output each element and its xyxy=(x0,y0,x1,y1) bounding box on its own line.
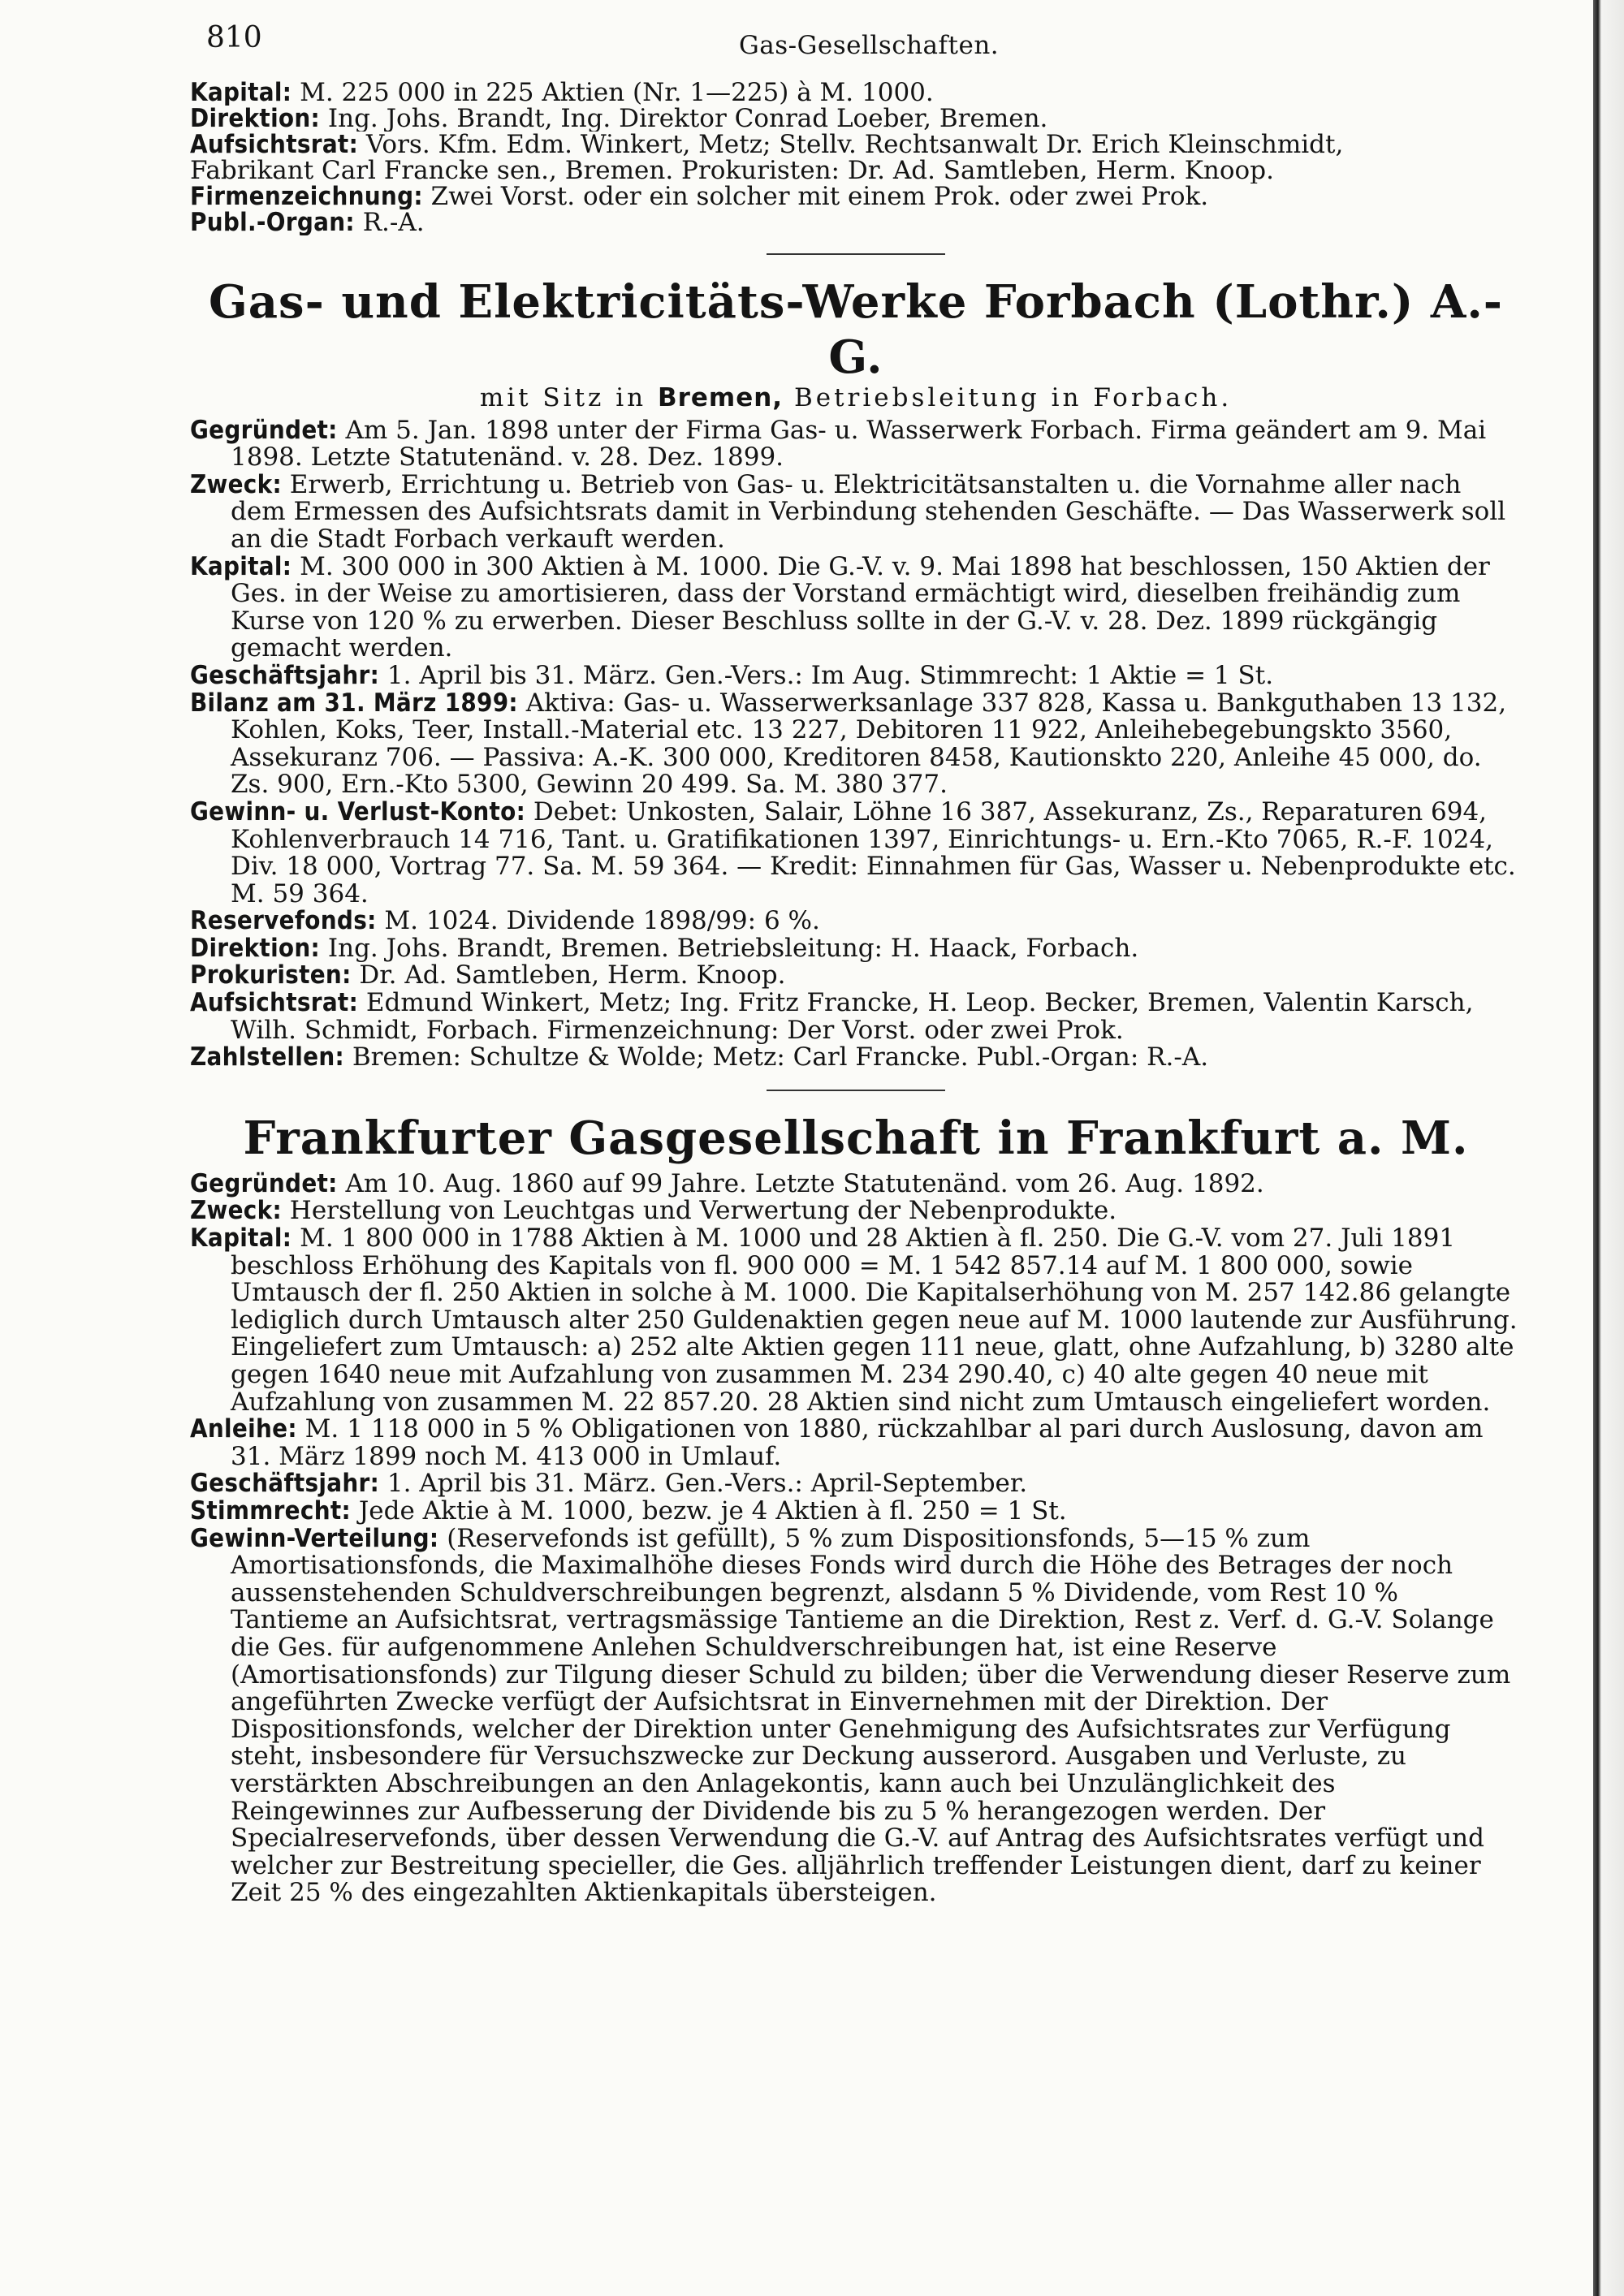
entry-geschaeftsjahr: Geschäftsjahr: 1. April bis 31. März. Gen.-Vers.: Im Aug. Stimmrecht: 1 Aktie = 1 St. xyxy=(190,662,1274,690)
entry-zweck: Zweck: Erwerb, Errichtung u. Betrieb von Gas- u. Elektricitätsanstalten u. die Vornahme aller nach dem Ermessen des Aufsichtsrats damit in Verbindung stehenden Geschäfte. — Das Wasserwerk soll an die Stadt Forbach verkauft werden. xyxy=(190,471,1506,554)
company-entries xyxy=(190,1171,1522,1907)
entry-kapital: Kapital: M. 300 000 in 300 Aktien à M. 1000. Die G.-V. v. 9. Mai 1898 hat beschlossen, 150 Aktien der Ges. in der Weise zu amortisieren, dass der Vorstand ermächtigt wird, dieselben freihändig zum Kurse von 120 % zu erwerben. Dieser Beschluss sollte in der G.-V. v. 28. Dez. 1899 rückgängig gemacht werden. xyxy=(190,553,1490,662)
company-entries xyxy=(190,417,1522,1072)
entry-direktion: Direktion: Ing. Johs. Brandt, Bremen. Betriebsleitung: H. Haack, Forbach. xyxy=(190,934,1139,963)
entry-aufsichtsrat: Aufsichtsrat: Edmund Winkert, Metz; Ing. Fritz Francke, H. Leop. Becker, Bremen, Valentin Karsch, Wilh. Schmidt, Forbach. Firmenzeichnung: Der Vorst. oder zwei Prok. xyxy=(190,990,1474,1045)
entry-aufsichtsrat: Aufsichtsrat: Vors. Kfm. Edm. Winkert, Metz; Stellv. Rechtsanwalt Dr. Erich Kleinschmidt, Fabrikant Carl Francke sen., Bremen. Prokuristen: Dr. Ad. Samtleben, Herm. Knoop. xyxy=(190,132,1344,183)
running-title: Gas-Gesellschaften. xyxy=(739,31,1000,60)
scan-edge xyxy=(1593,0,1624,2296)
entry-kapital: Kapital: M. 1 800 000 in 1788 Aktien à M. 1000 und 28 Aktien à fl. 250. Die G.-V. vom 27. Juli 1891 beschloss Erhöhung des Kapitals von fl. 900 000 = M. 1 542 857.14 auf M. 1 800 000, sowie Umtausch der fl. 250 Aktien in solche à M. 1000. Die Kapitalserhöhung von M. 257 142.86 gelangte lediglich durch Umtausch alter 250 Guldenaktien gegen neue auf M. 1000 lautende zur Ausführung. Eingeliefert zum Umtausch: a) 252 alte Aktien gegen 111 neue, glatt, ohne Aufzahlung, b) 3280 alte gegen 1640 neue mit Aufzahlung von zusammen M. 234 290.40, c) 40 alte gegen 40 neue mit Aufzahlung von zusammen M. 22 857.20. 28 Aktien sind nicht zum Umtausch eingeliefert worden. xyxy=(190,1225,1518,1417)
page-header xyxy=(190,21,1522,73)
company-frankfurt xyxy=(190,1111,1522,1907)
page-number: 810 xyxy=(206,21,262,54)
entry-zweck: Zweck: Herstellung von Leuchtgas und Verwertung der Nebenprodukte. xyxy=(190,1198,1117,1226)
section-divider xyxy=(767,1090,945,1091)
entry-gegruendet: Gegründet: Am 10. Aug. 1860 auf 99 Jahre. Letzte Statutenänd. vom 26. Aug. 1892. xyxy=(190,1170,1264,1198)
entry-stimmrecht: Stimmrecht: Jede Aktie à M. 1000, bezw. je 4 Aktien à fl. 250 = 1 St. xyxy=(190,1497,1067,1526)
entry-direktion: Direktion: Ing. Johs. Brandt, Ing. Direktor Conrad Loeber, Bremen. xyxy=(190,106,1048,132)
company-forbach xyxy=(190,274,1522,1072)
company-title: Frankfurter Gasgesellschaft in Frankfurt a. M. xyxy=(243,1111,1469,1165)
entry-firmenzeichnung: Firmenzeichnung: Zwei Vorst. oder ein solcher mit einem Prok. oder zwei Prok. xyxy=(190,183,1209,209)
entry-gewinn-verlust: Gewinn- u. Verlust-Konto: Debet: Unkosten, Salair, Löhne 16 387, Assekuranz, Zs., Reparaturen 694, Kohlenverbrauch 14 716, Tant. u. Gratifikationen 1397, Einrichtungs- u. Ern.-Kto 7065, R.-F. 1024, Div. 18 000, Vortrag 77. Sa. M. 59 364. — Kredit: Einnahmen für Gas, Wasser u. Nebenprodukte etc. M. 59 364. xyxy=(190,798,1516,908)
entry-anleihe: Anleihe: M. 1 118 000 in 5 % Obligationen von 1880, rückzahlbar al pari durch Auslosung, davon am 31. März 1899 noch M. 413 000 in Umlauf. xyxy=(190,1416,1484,1471)
entry-prokuristen: Prokuristen: Dr. Ad. Samtleben, Herm. Knoop. xyxy=(190,962,786,990)
company-subtitle: mit Sitz in Bremen, Betriebsleitung in Forbach. xyxy=(479,383,1233,412)
previous-company-tail xyxy=(190,80,1522,235)
page xyxy=(190,21,1522,1907)
entry-geschaeftsjahr: Geschäftsjahr: 1. April bis 31. März. Gen.-Vers.: April-September. xyxy=(190,1470,1028,1498)
entry-reservefonds: Reservefonds: M. 1024. Dividende 1898/99: 6 %. xyxy=(190,908,820,935)
entry-publ-organ: Publ.-Organ: R.-A. xyxy=(190,209,425,235)
entry-zahlstellen: Zahlstellen: Bremen: Schultze & Wolde; Metz: Carl Francke. Publ.-Organ: R.-A. xyxy=(190,1044,1209,1072)
entry-gegruendet: Gegründet: Am 5. Jan. 1898 unter der Firma Gas- u. Wasserwerk Forbach. Firma geändert am 9. Mai 1898. Letzte Statutenänd. v. 28. Dez. 1899. xyxy=(190,416,1487,472)
section-divider xyxy=(767,253,945,255)
entry-gewinn-verteilung: Gewinn-Verteilung: (Reservefonds ist gefüllt), 5 % zum Dispositionsfonds, 5—15 % zum Amortisationsfonds, die Maximalhöhe dieses Fonds wird durch die Höhe des Betrages der noch aussenstehenden Schuldverschreibungen begrenzt, alsdann 5 % Dividende, vom Rest 10 % Tantieme an Aufsichtsrat, vertragsmässige Tantieme an die Direktion, Rest z. Verf. d. G.-V. Solange die Ges. für aufgenommene Anlehen Schuldverschreibungen hat, ist eine Reserve (Amortisationsfonds) zur Tilgung dieser Schuld zu bilden; über die Verwendung dieser Reserve zum angeführten Zwecke verfügt der Aufsichtsrat in Einvernehmen mit der Direktion. Der Dispositionsfonds, welcher der Direktion unter Genehmigung des Aufsichtsrates zur Verfügung steht, insbesondere für Versuchszwecke zur Deckung ausserord. Ausgaben und Verluste, zu verstärkten Abschreibungen an den Anlagekontis, kann auch bei Unzulänglichkeit des Reingewinnes zur Aufbesserung der Dividende bis zu 5 % herangezogen werden. Der Specialreservefonds, über dessen Verwendung die G.-V. auf Antrag des Aufsichtsrates verfügt und welcher zur Bestreitung specieller, die Ges. alljährlich treffender Leistungen dient, darf zu keiner Zeit 25 % des eingezahlten Aktienkapitals übersteigen. xyxy=(190,1525,1511,1907)
company-title: Gas- und Elektricitäts-Werke Forbach (Lothr.) A.-G. xyxy=(208,275,1504,384)
entry-kapital: Kapital: M. 225 000 in 225 Aktien (Nr. 1—225) à M. 1000. xyxy=(190,80,934,106)
entry-bilanz: Bilanz am 31. März 1899: Aktiva: Gas- u. Wasserwerksanlage 337 828, Kassa u. Bankguthaben 13 132, Kohlen, Koks, Teer, Install.-Material etc. 13 227, Debitoren 11 922, Anleihebegebungskto 3560, Assekuranz 706. — Passiva: A.-K. 300 000, Kreditoren 8458, Kautionskto 220, Anleihe 45 000, do. Zs. 900, Ern.-Kto 5300, Gewinn 20 499. Sa. M. 380 377. xyxy=(190,689,1507,799)
